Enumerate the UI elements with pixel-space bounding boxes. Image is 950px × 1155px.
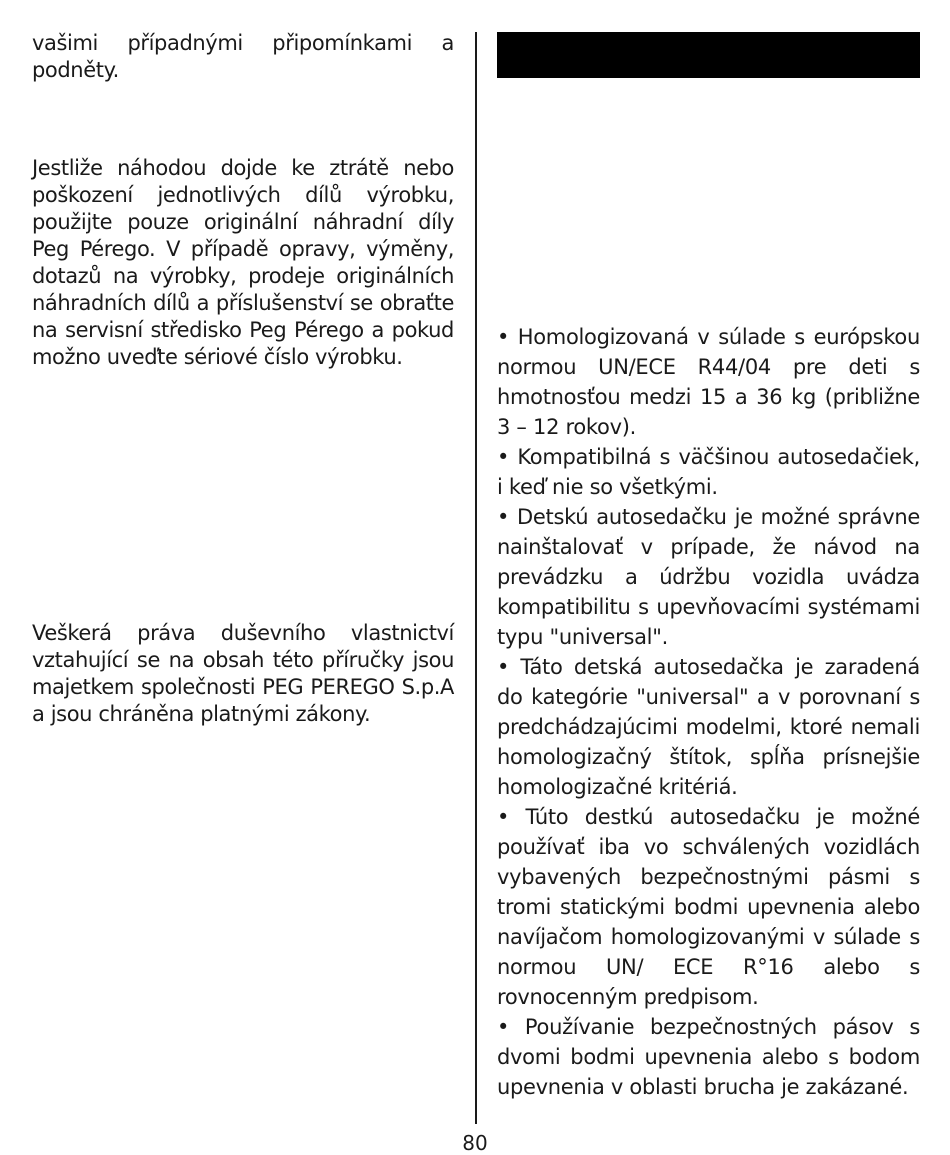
bullet-item: • Túto destkú autosedačku je možné používať iba vo schválených vozidlách vybavených bezpečnostnými pásmi s tromi statickými bodmi upevnenia alebo navíjačom homologizovanými v súlade s normou UN/ ECE R°16 alebo s rovnocenným predpisom.	[497, 805, 920, 1009]
bullet-item: • Používanie bezpečnostných pásov s dvomi bodmi upevnenia alebo s bodom upevnenia v oblasti brucha je zakázané.	[497, 1015, 920, 1099]
bullet-item: • Homologizovaná v súlade s európskou normou UN/ECE R44/04 pre deti s hmotnosťou medzi 15 a 36 kg (približne 3 – 12 rokov).	[497, 325, 920, 439]
left-paragraph-2: Jestliže náhodou dojde ke ztrátě nebo poškození jednotlivých dílů výrobku, použijte pouze originální náhradní díly Peg Pérego. V případě opravy, výměny, dotazů na výrobky, prodeje originálních náhradních dílů a příslušenství se obraťte na servisní středisko Peg Pérego a pokud možno uveďte sériové číslo výrobku.	[32, 156, 454, 369]
bullet-item: • Táto detská autosedačka je zaradená do kategórie "universal" a v porovnaní s predchádzajúcimi modelmi, ktoré nemali homologizačný štítok, spĺňa prísnejšie homologizačné kritériá.	[497, 655, 920, 799]
bullet-item: • Detskú autosedačku je možné správne nainštalovať v prípade, že návod na prevádzku a údržbu vozidla uvádza kompatibilitu s upevňovacími systémami typu "universal".	[497, 505, 920, 649]
column-divider	[475, 32, 477, 1124]
page-number: 80	[462, 1131, 488, 1155]
left-paragraph-1: vašimi případnými připomínkami a podněty.	[32, 31, 454, 82]
bullet-list	[497, 322, 920, 1102]
left-paragraph-3: Veškerá práva duševního vlastnictví vztahující se na obsah této příručky jsou majetkem společnosti PEG PEREGO S.p.A a jsou chráněna platnými zákony.	[32, 621, 454, 726]
section-header-bar	[497, 32, 920, 78]
bullet-item: • Kompatibilná s väčšinou autosedačiek, i keď nie so všetkými.	[497, 445, 920, 499]
